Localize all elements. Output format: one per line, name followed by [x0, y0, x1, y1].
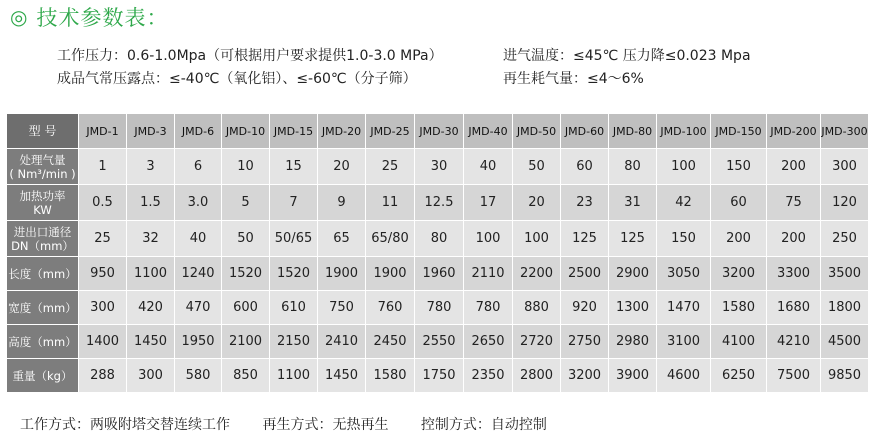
table-cell: 31 [609, 185, 657, 221]
table-cell: 4100 [711, 325, 767, 359]
table-cell: 610 [270, 291, 318, 325]
footer-text: 工作方式：两吸附塔交替连续工作 [20, 417, 230, 433]
table-cell: 50/65 [270, 221, 318, 257]
table-cell: 2980 [609, 325, 657, 359]
table-cell: 80 [609, 149, 657, 185]
model-header: JMD-80 [609, 114, 657, 149]
table-cell: 60 [561, 149, 609, 185]
table-cell: 65/80 [366, 221, 415, 257]
table-cell: 2110 [464, 257, 513, 291]
table-cell: 950 [79, 257, 127, 291]
table-cell: 780 [415, 291, 464, 325]
table-cell: 9850 [821, 359, 869, 393]
table-cell: 50 [513, 149, 561, 185]
row-header [7, 359, 79, 393]
model-header: JMD-200 [767, 114, 821, 149]
model-header: JMD-3 [127, 114, 175, 149]
table-cell: 600 [222, 291, 270, 325]
row-header-line: 长度（mm） [8, 266, 77, 281]
table-cell: 10 [222, 149, 270, 185]
table-cell: 2100 [222, 325, 270, 359]
model-header: JMD-1 [79, 114, 127, 149]
table-cell: 25 [79, 221, 127, 257]
table-cell: 125 [561, 221, 609, 257]
table-cell: 420 [127, 291, 175, 325]
table-cell: 1900 [318, 257, 366, 291]
table-cell: 3200 [711, 257, 767, 291]
table-cell: 1470 [657, 291, 711, 325]
table-cell: 12.5 [415, 185, 464, 221]
model-header: JMD-10 [222, 114, 270, 149]
table-cell: 760 [366, 291, 415, 325]
table-cell: 6 [175, 149, 222, 185]
table-cell: 1240 [175, 257, 222, 291]
row-header-line: 处理气量 [19, 152, 66, 167]
table-cell: 1450 [127, 325, 175, 359]
table-cell: 40 [464, 149, 513, 185]
row-header-line: 进出口通径 [13, 224, 72, 239]
table-cell: 200 [711, 221, 767, 257]
table-cell: 7500 [767, 359, 821, 393]
table-cell: 2350 [464, 359, 513, 393]
table-cell: 9 [318, 185, 366, 221]
table-cell: 23 [561, 185, 609, 221]
row-header-line: 高度（mm） [8, 334, 77, 349]
spec-table [6, 113, 869, 393]
table-cell: 3300 [767, 257, 821, 291]
table-cell: 150 [657, 221, 711, 257]
table-cell: 2550 [415, 325, 464, 359]
table-cell: 1580 [711, 291, 767, 325]
row-header [7, 325, 79, 359]
table-cell: 1680 [767, 291, 821, 325]
spec-line [57, 45, 751, 68]
spec-summary [57, 45, 751, 91]
table-cell: 1450 [318, 359, 366, 393]
table-cell: 80 [415, 221, 464, 257]
table-cell: 30 [415, 149, 464, 185]
table-header-row [7, 114, 869, 149]
table-cell: 2650 [464, 325, 513, 359]
table-row [7, 325, 869, 359]
model-header: JMD-30 [415, 114, 464, 149]
row-header [7, 221, 79, 257]
table-cell: 32 [127, 221, 175, 257]
table-cell: 15 [270, 149, 318, 185]
table-cell: 3900 [609, 359, 657, 393]
table-row [7, 359, 869, 393]
table-row [7, 221, 869, 257]
table-cell: 3500 [821, 257, 869, 291]
table-cell: 470 [175, 291, 222, 325]
table-cell: 1100 [127, 257, 175, 291]
table-cell: 1960 [415, 257, 464, 291]
table-cell: 850 [222, 359, 270, 393]
table-cell: 1520 [222, 257, 270, 291]
row-header-line: 宽度（mm） [8, 300, 77, 315]
table-cell: 1400 [79, 325, 127, 359]
model-header: JMD-100 [657, 114, 711, 149]
table-cell: 6250 [711, 359, 767, 393]
table-cell: 100 [513, 221, 561, 257]
table-cell: 11 [366, 185, 415, 221]
row-header [7, 257, 79, 291]
table-cell: 288 [79, 359, 127, 393]
row-header-line: KW [33, 202, 52, 217]
table-cell: 780 [464, 291, 513, 325]
spec-text: 成品气常压露点：≤-40℃（氧化铝）、≤-60℃（分子筛） [57, 71, 417, 87]
table-cell: 2200 [513, 257, 561, 291]
table-cell: 1 [79, 149, 127, 185]
table-cell: 4210 [767, 325, 821, 359]
table-cell: 3100 [657, 325, 711, 359]
row-header [7, 149, 79, 185]
table-cell: 880 [513, 291, 561, 325]
table-cell: 20 [318, 149, 366, 185]
table-cell: 100 [464, 221, 513, 257]
table-cell: 300 [79, 291, 127, 325]
spec-text: 再生耗气量：≤4～6% [503, 71, 644, 87]
model-header: JMD-25 [366, 114, 415, 149]
table-cell: 1750 [415, 359, 464, 393]
row-header-line: DN（mm） [11, 238, 74, 253]
table-cell: 100 [657, 149, 711, 185]
table-cell: 920 [561, 291, 609, 325]
table-cell: 3.0 [175, 185, 222, 221]
table-cell: 1950 [175, 325, 222, 359]
table-cell: 120 [821, 185, 869, 221]
table-cell: 1580 [366, 359, 415, 393]
table-cell: 60 [711, 185, 767, 221]
footer-text: 控制方式：自动控制 [420, 417, 547, 433]
table-cell: 1800 [821, 291, 869, 325]
table-cell: 300 [821, 149, 869, 185]
model-header: JMD-6 [175, 114, 222, 149]
table-cell: 1900 [366, 257, 415, 291]
table-cell: 300 [127, 359, 175, 393]
table-cell: 150 [711, 149, 767, 185]
table-row [7, 257, 869, 291]
row-header-line: ( Nm³/min ) [9, 166, 76, 181]
table-cell: 2150 [270, 325, 318, 359]
table-cell: 2750 [561, 325, 609, 359]
table-cell: 2410 [318, 325, 366, 359]
table-cell: 2500 [561, 257, 609, 291]
table-cell: 2720 [513, 325, 561, 359]
table-cell: 1520 [270, 257, 318, 291]
footer-text: 再生方式：无热再生 [262, 417, 389, 433]
table-cell: 5 [222, 185, 270, 221]
row-header-line: 重量（kg） [12, 368, 73, 383]
table-cell: 17 [464, 185, 513, 221]
table-cell: 1.5 [127, 185, 175, 221]
table-cell: 4500 [821, 325, 869, 359]
table-cell: 200 [767, 221, 821, 257]
table-cell: 3200 [561, 359, 609, 393]
model-header: JMD-20 [318, 114, 366, 149]
spec-text: 工作压力：0.6-1.0Mpa（可根据用户要求提供1.0-3.0 MPa） [57, 48, 443, 64]
table-cell: 40 [175, 221, 222, 257]
spec-line [57, 68, 751, 91]
model-header: JMD-300 [821, 114, 869, 149]
row-header-line: 加热功率 [19, 188, 66, 203]
table-cell: 20 [513, 185, 561, 221]
model-header: JMD-15 [270, 114, 318, 149]
row-header: 型 号 [7, 114, 79, 149]
table-row [7, 291, 869, 325]
table-cell: 65 [318, 221, 366, 257]
table-cell: 0.5 [79, 185, 127, 221]
circle-bullet-icon: ◎ [10, 5, 29, 29]
table-cell: 750 [318, 291, 366, 325]
table-cell: 50 [222, 221, 270, 257]
model-header: JMD-40 [464, 114, 513, 149]
table-row [7, 149, 869, 185]
table-cell: 2800 [513, 359, 561, 393]
table-cell: 125 [609, 221, 657, 257]
table-cell: 3 [127, 149, 175, 185]
row-header [7, 185, 79, 221]
section-title [10, 2, 168, 32]
footer-notes [20, 414, 575, 434]
table-cell: 1300 [609, 291, 657, 325]
table-cell: 2450 [366, 325, 415, 359]
table-cell: 42 [657, 185, 711, 221]
section-title-text: 技术参数表： [36, 6, 169, 30]
model-header: JMD-60 [561, 114, 609, 149]
table-cell: 4600 [657, 359, 711, 393]
model-header: JMD-150 [711, 114, 767, 149]
table-cell: 75 [767, 185, 821, 221]
table-cell: 1100 [270, 359, 318, 393]
table-cell: 200 [767, 149, 821, 185]
table-cell: 3050 [657, 257, 711, 291]
table-cell: 250 [821, 221, 869, 257]
row-header [7, 291, 79, 325]
table-cell: 580 [175, 359, 222, 393]
table-cell: 25 [366, 149, 415, 185]
model-header: JMD-50 [513, 114, 561, 149]
spec-text: 进气温度：≤45℃ 压力降≤0.023 Mpa [503, 48, 751, 64]
table-row [7, 185, 869, 221]
table-cell: 7 [270, 185, 318, 221]
table-cell: 2900 [609, 257, 657, 291]
